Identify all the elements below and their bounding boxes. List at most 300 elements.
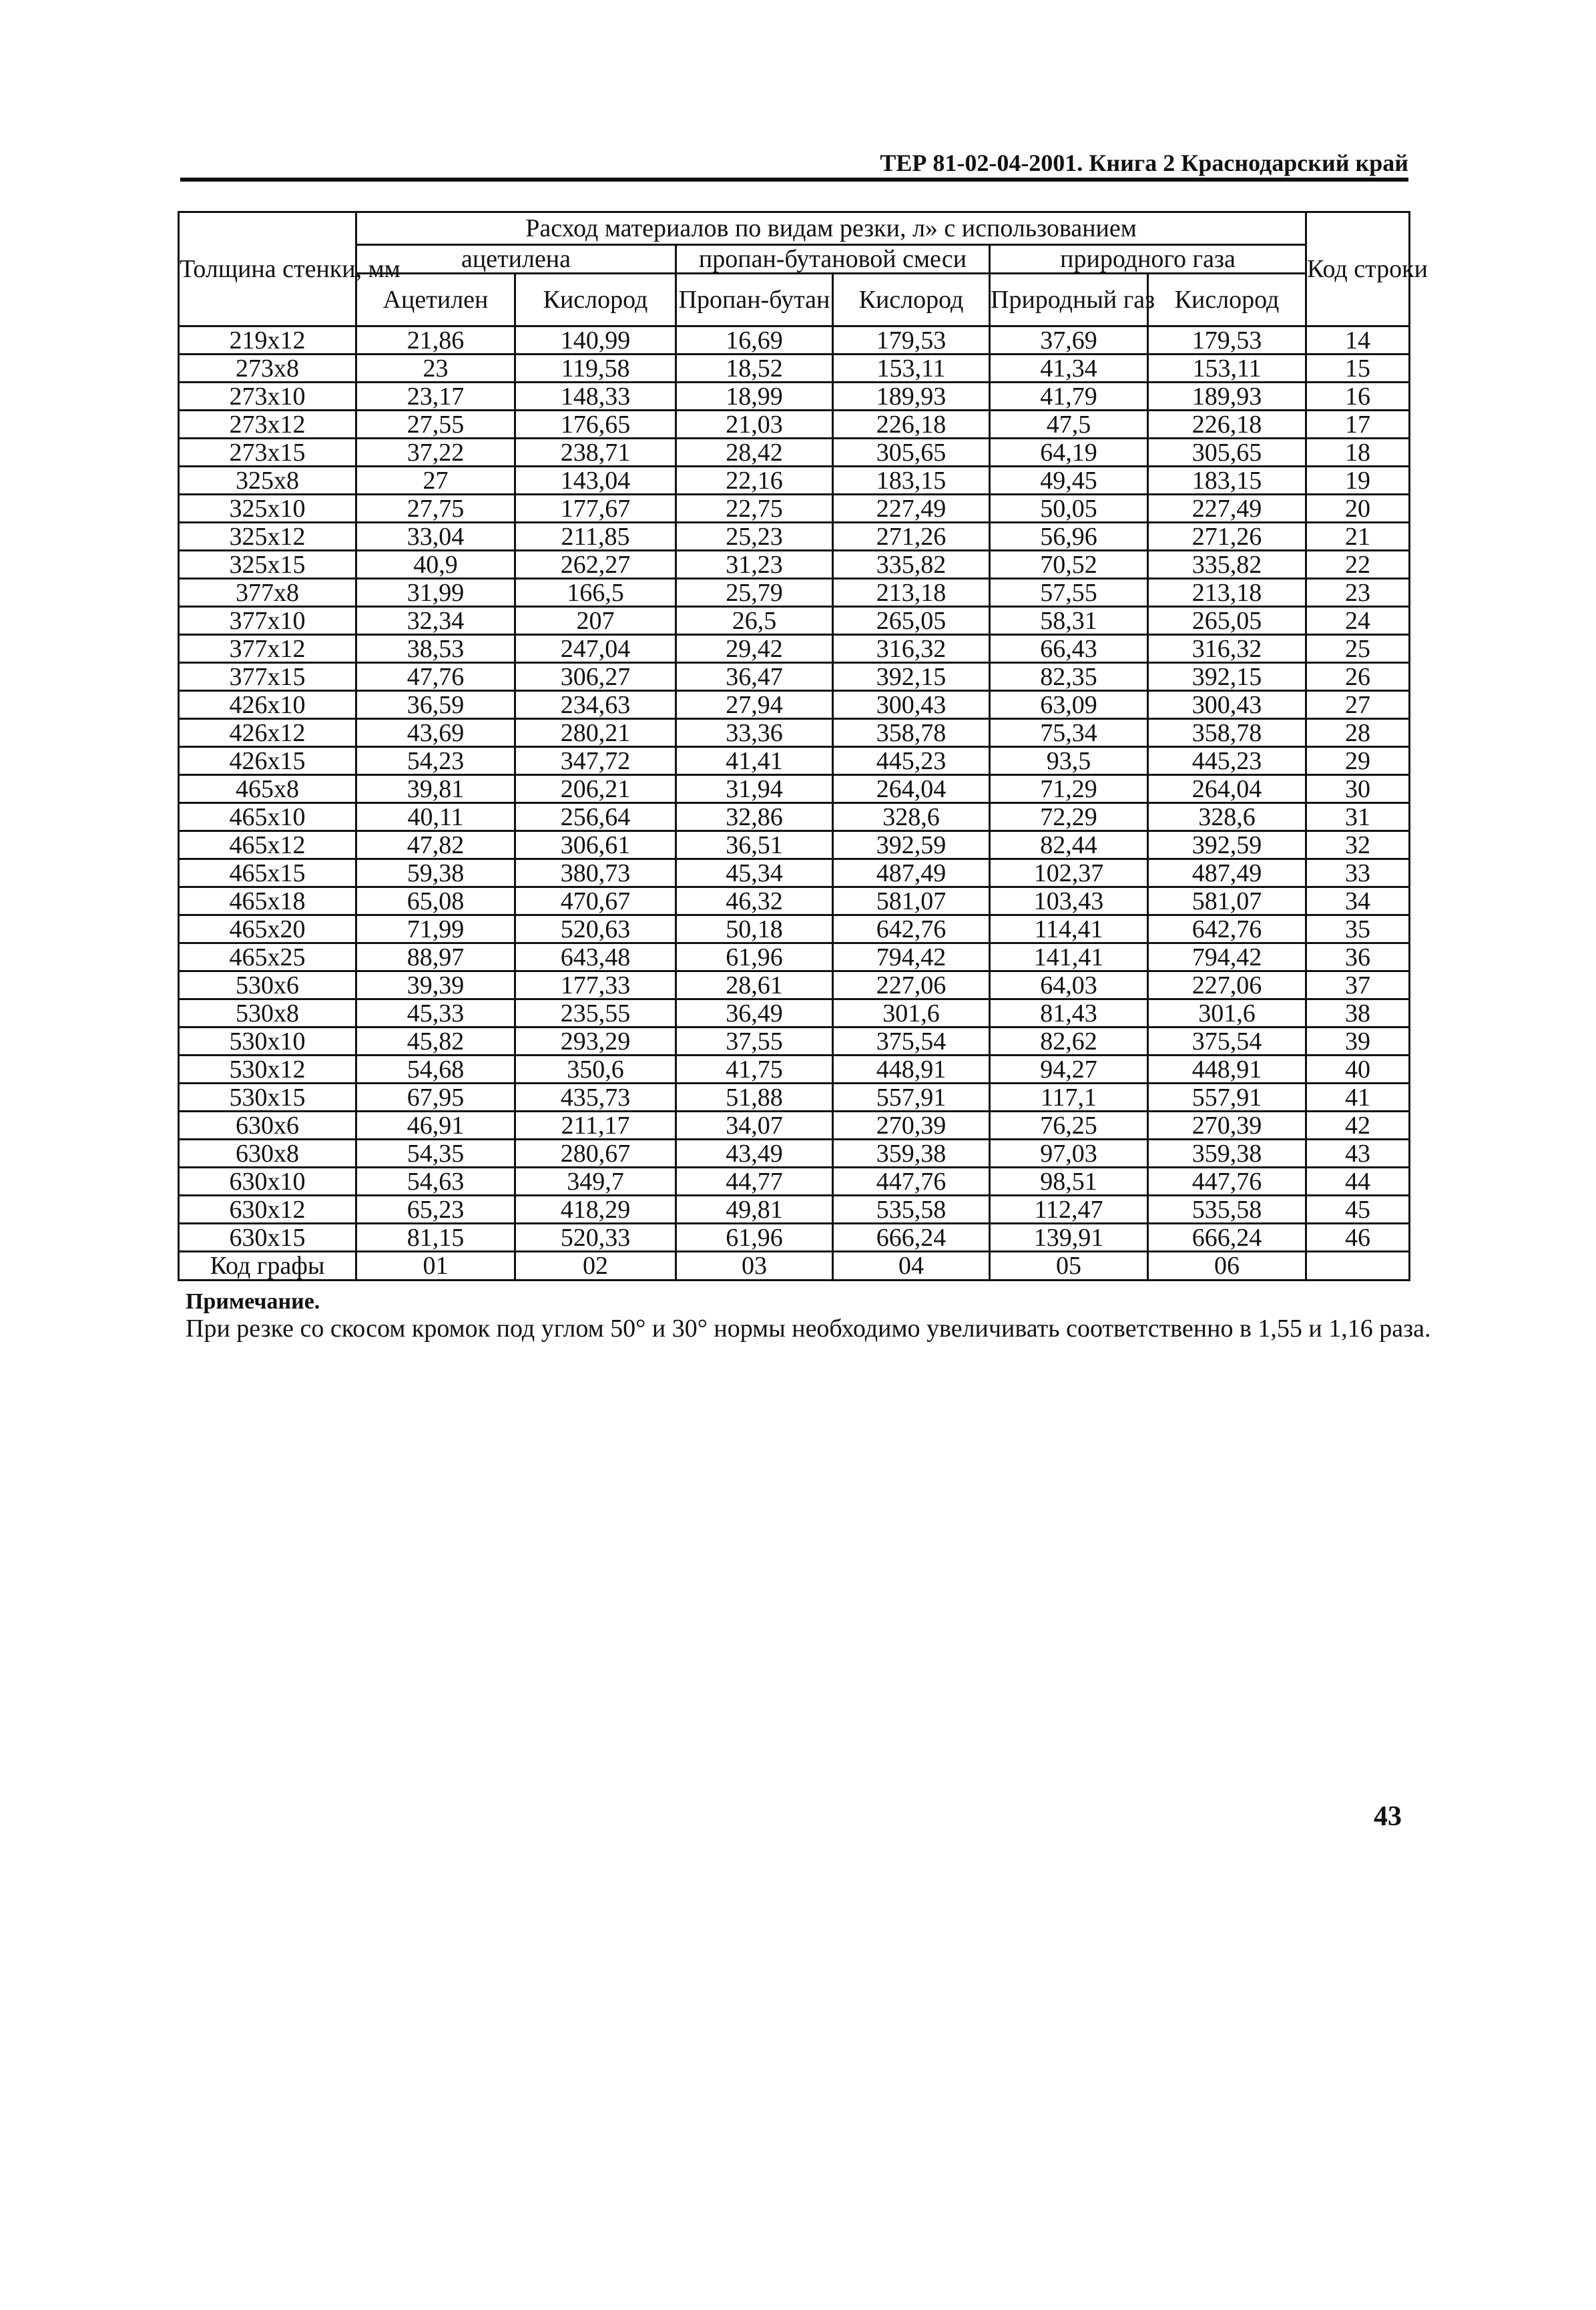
value-cell: 54,63 [356, 1168, 515, 1196]
value-cell: 36,49 [676, 999, 833, 1027]
value-cell: 50,05 [990, 495, 1148, 523]
value-cell: 16,69 [676, 326, 833, 355]
wall-size-cell: 630x12 [179, 1196, 356, 1224]
table-row [179, 383, 1410, 411]
value-cell: 88,97 [356, 943, 515, 971]
value-cell: 47,5 [990, 411, 1148, 439]
value-cell: 435,73 [515, 1084, 676, 1112]
value-cell: 139,91 [990, 1224, 1148, 1252]
subgroup-natural-gas: природного газа [990, 245, 1306, 274]
value-cell: 22,16 [676, 467, 833, 495]
value-cell: 81,43 [990, 999, 1148, 1027]
value-cell: 36,51 [676, 831, 833, 859]
value-cell: 54,68 [356, 1056, 515, 1084]
row-code-cell: 17 [1306, 411, 1410, 439]
table-row [179, 1112, 1410, 1140]
value-cell: 270,39 [833, 1112, 990, 1140]
table-row [179, 635, 1410, 663]
row-code-cell: 23 [1306, 579, 1410, 607]
value-cell: 71,29 [990, 775, 1148, 803]
value-cell: 51,88 [676, 1084, 833, 1112]
row-code-cell: 37 [1306, 971, 1410, 999]
value-cell: 305,65 [1148, 439, 1306, 467]
value-cell: 119,58 [515, 355, 676, 383]
table-row [179, 1027, 1410, 1056]
column-code: 02 [515, 1252, 676, 1281]
row-code-cell: 40 [1306, 1056, 1410, 1084]
wall-size-cell: 377x10 [179, 607, 356, 635]
row-code-cell: 46 [1306, 1224, 1410, 1252]
row-code-cell: 24 [1306, 607, 1410, 635]
row-code-cell: 15 [1306, 355, 1410, 383]
value-cell: 57,55 [990, 579, 1148, 607]
value-cell: 50,18 [676, 915, 833, 943]
value-cell: 36,47 [676, 663, 833, 691]
value-cell: 211,85 [515, 523, 676, 551]
value-cell: 247,04 [515, 635, 676, 663]
value-cell: 18,52 [676, 355, 833, 383]
column-code: 01 [356, 1252, 515, 1281]
value-cell: 32,86 [676, 803, 833, 831]
value-cell: 350,6 [515, 1056, 676, 1084]
value-cell: 358,78 [833, 719, 990, 747]
value-cell: 207 [515, 607, 676, 635]
material-consumption-table [178, 211, 1428, 1281]
value-cell: 32,34 [356, 607, 515, 635]
value-cell: 226,18 [833, 411, 990, 439]
value-cell: 213,18 [833, 579, 990, 607]
value-cell: 227,49 [833, 495, 990, 523]
value-cell: 328,6 [833, 803, 990, 831]
value-cell: 189,93 [1148, 383, 1306, 411]
value-cell: 358,78 [1148, 719, 1306, 747]
value-cell: 76,25 [990, 1112, 1148, 1140]
wall-size-cell: 426x12 [179, 719, 356, 747]
value-cell: 642,76 [833, 915, 990, 943]
thickness-header: Толщина стенки, мм [179, 212, 356, 326]
column-codes-row [179, 1252, 1410, 1281]
value-cell: 153,11 [833, 355, 990, 383]
value-cell: 447,76 [833, 1168, 990, 1196]
value-cell: 213,18 [1148, 579, 1306, 607]
value-cell: 140,99 [515, 326, 676, 355]
value-cell: 41,34 [990, 355, 1148, 383]
wall-size-cell: 530x12 [179, 1056, 356, 1084]
wall-size-cell: 325x10 [179, 495, 356, 523]
value-cell: 520,63 [515, 915, 676, 943]
value-cell: 305,65 [833, 439, 990, 467]
table-row [179, 523, 1410, 551]
value-cell: 26,5 [676, 607, 833, 635]
consumption-group-header: Расход материалов по видам резки, л» с использованием [356, 212, 1306, 245]
row-code-cell: 22 [1306, 551, 1410, 579]
table-row [179, 775, 1410, 803]
table-row [179, 326, 1410, 355]
value-cell: 64,19 [990, 439, 1148, 467]
value-cell: 143,04 [515, 467, 676, 495]
row-code-cell: 30 [1306, 775, 1410, 803]
table-row [179, 915, 1410, 943]
running-header: ТЕР 81-02-04-2001. Книга 2 Краснодарский край [880, 150, 1408, 176]
wall-size-cell: 377x15 [179, 663, 356, 691]
table-row [179, 1196, 1410, 1224]
wall-size-cell: 273x8 [179, 355, 356, 383]
wall-size-cell: 273x12 [179, 411, 356, 439]
value-cell: 47,76 [356, 663, 515, 691]
row-code-cell: 45 [1306, 1196, 1410, 1224]
row-code-cell: 38 [1306, 999, 1410, 1027]
value-cell: 642,76 [1148, 915, 1306, 943]
row-code-cell: 19 [1306, 467, 1410, 495]
note-title: Примечание. [186, 1289, 320, 1314]
value-cell: 359,38 [833, 1140, 990, 1168]
value-cell: 183,15 [1148, 467, 1306, 495]
value-cell: 347,72 [515, 747, 676, 775]
value-cell: 375,54 [1148, 1027, 1306, 1056]
row-code-cell: 36 [1306, 943, 1410, 971]
value-cell: 316,32 [1148, 635, 1306, 663]
value-cell: 46,32 [676, 887, 833, 915]
value-cell: 301,6 [1148, 999, 1306, 1027]
value-cell: 41,41 [676, 747, 833, 775]
value-cell: 98,51 [990, 1168, 1148, 1196]
value-cell: 102,37 [990, 859, 1148, 887]
value-cell: 238,71 [515, 439, 676, 467]
value-cell: 487,49 [1148, 859, 1306, 887]
wall-size-cell: 465x25 [179, 943, 356, 971]
value-cell: 33,04 [356, 523, 515, 551]
table-row [179, 439, 1410, 467]
wall-size-cell: 465x12 [179, 831, 356, 859]
value-cell: 25,23 [676, 523, 833, 551]
value-cell: 40,9 [356, 551, 515, 579]
value-cell: 183,15 [833, 467, 990, 495]
value-cell: 31,23 [676, 551, 833, 579]
table-row [179, 943, 1410, 971]
value-cell: 37,69 [990, 326, 1148, 355]
value-cell: 49,45 [990, 467, 1148, 495]
value-cell: 448,91 [1148, 1056, 1306, 1084]
value-cell: 81,15 [356, 1224, 515, 1252]
value-cell: 112,47 [990, 1196, 1148, 1224]
wall-size-cell: 325x12 [179, 523, 356, 551]
subgroup-acetylene: ацетилена [356, 245, 676, 274]
value-cell: 61,96 [676, 1224, 833, 1252]
value-cell: 43,69 [356, 719, 515, 747]
value-cell: 72,29 [990, 803, 1148, 831]
value-cell: 66,43 [990, 635, 1148, 663]
value-cell: 227,49 [1148, 495, 1306, 523]
value-cell: 33,36 [676, 719, 833, 747]
value-cell: 39,81 [356, 775, 515, 803]
row-code-cell: 34 [1306, 887, 1410, 915]
value-cell: 114,41 [990, 915, 1148, 943]
table-row [179, 691, 1410, 719]
table-row [179, 607, 1410, 635]
value-cell: 23 [356, 355, 515, 383]
value-cell: 316,32 [833, 635, 990, 663]
value-cell: 794,42 [1148, 943, 1306, 971]
value-cell: 54,23 [356, 747, 515, 775]
value-cell: 581,07 [1148, 887, 1306, 915]
value-cell: 56,96 [990, 523, 1148, 551]
value-cell: 21,03 [676, 411, 833, 439]
column-code: 04 [833, 1252, 990, 1281]
value-cell: 211,17 [515, 1112, 676, 1140]
table-row [179, 1056, 1410, 1084]
value-cell: 293,29 [515, 1027, 676, 1056]
column-header: Пропан-бутан [676, 274, 833, 326]
table-row [179, 663, 1410, 691]
column-header: Кислород [1148, 274, 1306, 326]
subgroup-propane-butane: пропан-бутановой смеси [676, 245, 990, 274]
column-code: 05 [990, 1252, 1148, 1281]
value-cell: 206,21 [515, 775, 676, 803]
value-cell: 148,33 [515, 383, 676, 411]
value-cell: 61,96 [676, 943, 833, 971]
table-row [179, 579, 1410, 607]
value-cell: 75,34 [990, 719, 1148, 747]
value-cell: 270,39 [1148, 1112, 1306, 1140]
column-code: 03 [676, 1252, 833, 1281]
value-cell: 535,58 [1148, 1196, 1306, 1224]
value-cell: 176,65 [515, 411, 676, 439]
value-cell: 27 [356, 467, 515, 495]
value-cell: 54,35 [356, 1140, 515, 1168]
value-cell: 117,1 [990, 1084, 1148, 1112]
table-row [179, 467, 1410, 495]
wall-size-cell: 465x8 [179, 775, 356, 803]
value-cell: 65,23 [356, 1196, 515, 1224]
value-cell: 34,07 [676, 1112, 833, 1140]
value-cell: 328,6 [1148, 803, 1306, 831]
wall-size-cell: 377x12 [179, 635, 356, 663]
value-cell: 39,39 [356, 971, 515, 999]
value-cell: 141,41 [990, 943, 1148, 971]
value-cell: 45,33 [356, 999, 515, 1027]
value-cell: 94,27 [990, 1056, 1148, 1084]
wall-size-cell: 325x15 [179, 551, 356, 579]
value-cell: 359,38 [1148, 1140, 1306, 1168]
value-cell: 265,05 [1148, 607, 1306, 635]
row-code-cell: 18 [1306, 439, 1410, 467]
value-cell: 392,59 [1148, 831, 1306, 859]
table-row [179, 1084, 1410, 1112]
value-cell: 271,26 [1148, 523, 1306, 551]
header-rule [180, 178, 1408, 182]
value-cell: 535,58 [833, 1196, 990, 1224]
row-code-cell: 25 [1306, 635, 1410, 663]
value-cell: 581,07 [833, 887, 990, 915]
value-cell: 63,09 [990, 691, 1148, 719]
value-cell: 82,62 [990, 1027, 1148, 1056]
value-cell: 21,86 [356, 326, 515, 355]
row-code-cell: 26 [1306, 663, 1410, 691]
value-cell: 22,75 [676, 495, 833, 523]
column-code: 06 [1148, 1252, 1306, 1281]
wall-size-cell: 273x10 [179, 383, 356, 411]
value-cell: 392,15 [1148, 663, 1306, 691]
value-cell: 226,18 [1148, 411, 1306, 439]
table-row [179, 887, 1410, 915]
column-header: Кислород [833, 274, 990, 326]
value-cell: 349,7 [515, 1168, 676, 1196]
value-cell: 264,04 [1148, 775, 1306, 803]
wall-size-cell: 530x8 [179, 999, 356, 1027]
value-cell: 43,49 [676, 1140, 833, 1168]
value-cell: 40,11 [356, 803, 515, 831]
value-cell: 65,08 [356, 887, 515, 915]
value-cell: 262,27 [515, 551, 676, 579]
wall-size-cell: 325x8 [179, 467, 356, 495]
value-cell: 45,82 [356, 1027, 515, 1056]
row-code-cell: 27 [1306, 691, 1410, 719]
value-cell: 179,53 [1148, 326, 1306, 355]
value-cell: 153,11 [1148, 355, 1306, 383]
value-cell: 643,48 [515, 943, 676, 971]
page-number: 43 [1374, 1801, 1402, 1832]
column-codes-label: Код графы [179, 1252, 356, 1281]
value-cell: 166,5 [515, 579, 676, 607]
note-text: При резке со скосом кромок под углом 50° и 30° нормы необходимо увеличивать соответственно в 1,55 и 1,16 раза. [186, 1315, 1431, 1343]
wall-size-cell: 465x10 [179, 803, 356, 831]
row-code-cell: 44 [1306, 1168, 1410, 1196]
value-cell: 18,99 [676, 383, 833, 411]
value-cell: 28,61 [676, 971, 833, 999]
value-cell: 44,77 [676, 1168, 833, 1196]
value-cell: 29,42 [676, 635, 833, 663]
wall-size-cell: 219x12 [179, 326, 356, 355]
value-cell: 300,43 [833, 691, 990, 719]
wall-size-cell: 630x6 [179, 1112, 356, 1140]
value-cell: 666,24 [833, 1224, 990, 1252]
table-row [179, 831, 1410, 859]
table-row [179, 1168, 1410, 1196]
value-cell: 27,94 [676, 691, 833, 719]
value-cell: 557,91 [833, 1084, 990, 1112]
row-code-cell: 21 [1306, 523, 1410, 551]
value-cell: 27,75 [356, 495, 515, 523]
value-cell: 31,99 [356, 579, 515, 607]
value-cell: 235,55 [515, 999, 676, 1027]
value-cell: 49,81 [676, 1196, 833, 1224]
value-cell: 41,75 [676, 1056, 833, 1084]
value-cell: 375,54 [833, 1027, 990, 1056]
wall-size-cell: 530x15 [179, 1084, 356, 1112]
value-cell: 234,63 [515, 691, 676, 719]
wall-size-cell: 465x18 [179, 887, 356, 915]
value-cell: 470,67 [515, 887, 676, 915]
value-cell: 45,34 [676, 859, 833, 887]
value-cell: 177,33 [515, 971, 676, 999]
value-cell: 64,03 [990, 971, 1148, 999]
table-row [179, 999, 1410, 1027]
value-cell: 392,59 [833, 831, 990, 859]
value-cell: 47,82 [356, 831, 515, 859]
value-cell: 227,06 [833, 971, 990, 999]
row-code-cell: 43 [1306, 1140, 1410, 1168]
value-cell: 448,91 [833, 1056, 990, 1084]
value-cell: 264,04 [833, 775, 990, 803]
table-row [179, 411, 1410, 439]
wall-size-cell: 530x10 [179, 1027, 356, 1056]
value-cell: 37,22 [356, 439, 515, 467]
row-code-cell: 39 [1306, 1027, 1410, 1056]
value-cell: 306,61 [515, 831, 676, 859]
value-cell: 59,38 [356, 859, 515, 887]
column-header: Кислород [515, 274, 676, 326]
value-cell: 31,94 [676, 775, 833, 803]
row-code-cell: 41 [1306, 1084, 1410, 1112]
value-cell: 93,5 [990, 747, 1148, 775]
table-row [179, 971, 1410, 999]
wall-size-cell: 426x10 [179, 691, 356, 719]
value-cell: 280,21 [515, 719, 676, 747]
value-cell: 418,29 [515, 1196, 676, 1224]
table-body [179, 326, 1410, 1252]
wall-size-cell: 630x10 [179, 1168, 356, 1196]
table-row [179, 747, 1410, 775]
value-cell: 36,59 [356, 691, 515, 719]
value-cell: 189,93 [833, 383, 990, 411]
value-cell: 41,79 [990, 383, 1148, 411]
table-row [179, 803, 1410, 831]
value-cell: 71,99 [356, 915, 515, 943]
row-code-cell: 33 [1306, 859, 1410, 887]
value-cell: 82,35 [990, 663, 1148, 691]
value-cell: 445,23 [1148, 747, 1306, 775]
table-row [179, 1140, 1410, 1168]
value-cell: 103,43 [990, 887, 1148, 915]
table-row [179, 719, 1410, 747]
table-row [179, 551, 1410, 579]
wall-size-cell: 465x20 [179, 915, 356, 943]
value-cell: 300,43 [1148, 691, 1306, 719]
value-cell: 256,64 [515, 803, 676, 831]
value-cell: 58,31 [990, 607, 1148, 635]
value-cell: 23,17 [356, 383, 515, 411]
row-code-cell: 35 [1306, 915, 1410, 943]
value-cell: 392,15 [833, 663, 990, 691]
value-cell: 557,91 [1148, 1084, 1306, 1112]
value-cell: 265,05 [833, 607, 990, 635]
value-cell: 271,26 [833, 523, 990, 551]
value-cell: 67,95 [356, 1084, 515, 1112]
table-row [179, 1224, 1410, 1252]
value-cell: 97,03 [990, 1140, 1148, 1168]
value-cell: 38,53 [356, 635, 515, 663]
row-code-cell: 42 [1306, 1112, 1410, 1140]
row-code-cell: 16 [1306, 383, 1410, 411]
table-row [179, 495, 1410, 523]
column-code-empty [1306, 1252, 1410, 1281]
row-code-cell: 32 [1306, 831, 1410, 859]
row-code-header: Код строки [1306, 212, 1410, 326]
value-cell: 70,52 [990, 551, 1148, 579]
value-cell: 177,67 [515, 495, 676, 523]
wall-size-cell: 630x15 [179, 1224, 356, 1252]
value-cell: 335,82 [833, 551, 990, 579]
row-code-cell: 31 [1306, 803, 1410, 831]
wall-size-cell: 630x8 [179, 1140, 356, 1168]
value-cell: 380,73 [515, 859, 676, 887]
value-cell: 25,79 [676, 579, 833, 607]
value-cell: 82,44 [990, 831, 1148, 859]
value-cell: 46,91 [356, 1112, 515, 1140]
value-cell: 280,67 [515, 1140, 676, 1168]
value-cell: 306,27 [515, 663, 676, 691]
row-code-cell: 29 [1306, 747, 1410, 775]
